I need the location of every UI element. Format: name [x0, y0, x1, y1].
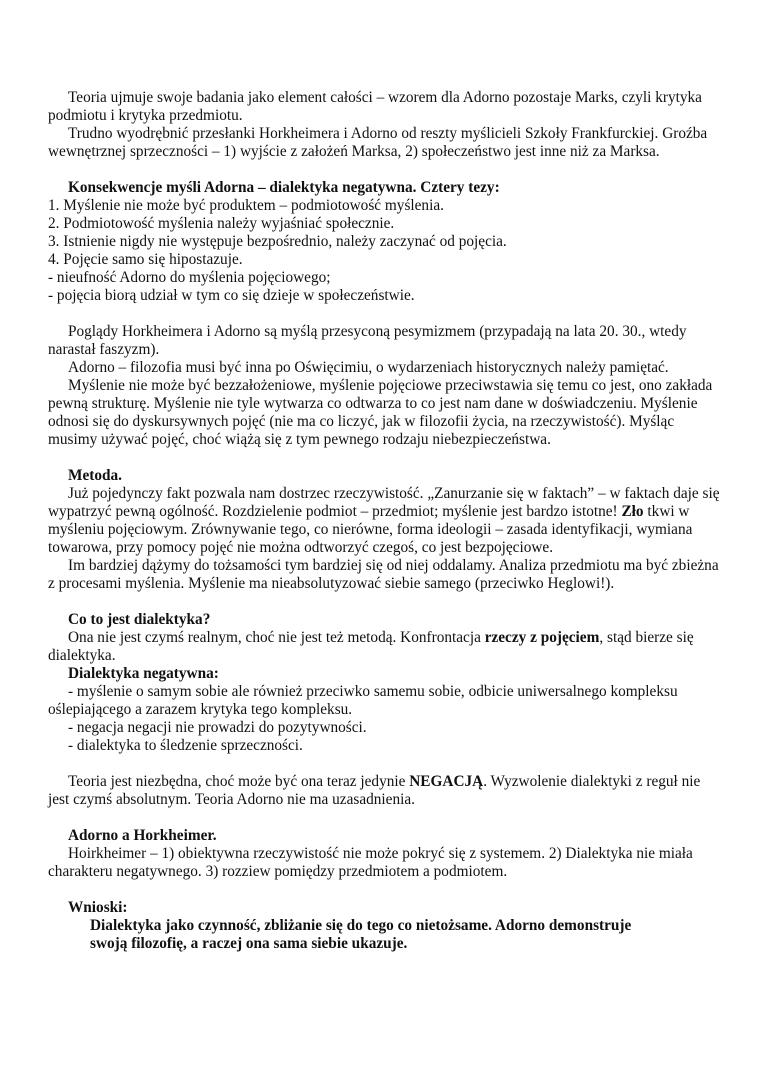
emphasis-negation: NEGACJĄ [409, 773, 484, 790]
thesis-item: 1. Myślenie nie może być produktem – podmiotowość myślenia. [48, 197, 444, 214]
spacer [48, 809, 720, 827]
paragraph-pessimism: Poglądy Horkheimera i Adorno są myślą przesyconą pesymizmem (przypadają na lata 20. 30., wtedy narastał faszyzm). [48, 323, 687, 358]
paragraph-horkheimer: Hoirkheimer – 1) obiektywna rzeczywistość nie może pokryć się z systemem. 2) Dialektyka nie miała charakteru negatywnego. 3) rozziew pomiędzy przedmiotem a podmiotem. [48, 845, 693, 880]
text-run: Ona nie jest czymś realnym, choć nie jest też metodą. Konfrontacja [68, 629, 485, 646]
heading-adorno-horkheimer: Adorno a Horkheimer. [68, 827, 217, 844]
paragraph-auschwitz: Adorno – filozofia musi być inna po Oświęcimiu, o wydarzeniach historycznych należy pamiętać. [68, 359, 669, 376]
negative-item: - negacja negacji nie prowadzi do pozytywności. [68, 719, 367, 736]
heading-method: Metoda. [68, 467, 122, 484]
text-run: tkwi w myśleniu pojęciowym. Zrównywanie tego, co nierówne, forma ideologii – zasada identyfikacji, wymiana towarowa, przy pomocy pojęć nie można odtworzyć czegoś, co jest bezpojęciowe. [48, 503, 693, 556]
heading-consequences: Konsekwencje myśli Adorna – dialektyka negatywna. Cztery tezy: [68, 179, 500, 196]
paragraph-identity: Im bardziej dążymy do tożsamości tym bardziej się od niej oddalamy. Analiza przedmiotu ma być zbieżna z procesami myślenia. Myślenie ma nieabsolutyzować siebie samego (przeciwko Heglowi!). [48, 557, 719, 592]
thesis-item: 3. Istnienie nigdy nie występuje bezpośrednio, należy zaczynać od pojęcia. [48, 233, 507, 250]
emphasis-evil: Zło [621, 503, 644, 520]
heading-negative-dialectics: Dialektyka negatywna: [68, 665, 219, 682]
text-run: , stąd bierze się dialektyka. [48, 629, 694, 664]
thesis-item: 2. Podmiotowość myślenia należy wyjaśniać społecznie. [48, 215, 395, 232]
negative-item: - myślenie o samym sobie ale również przeciwko samemu sobie, odbicie uniwersalnego kompleksu oślepiającego a zarazem krytyka tego kompleksu. [48, 683, 678, 718]
thesis-item: 4. Pojęcie samo się hipostazuje. [48, 251, 243, 268]
thesis-item: - nieufność Adorno do myślenia pojęciowego; [48, 269, 331, 286]
paragraph-method [48, 485, 720, 557]
emphasis-things-concept: rzeczy z pojęciem [484, 629, 600, 646]
spacer [48, 305, 720, 323]
paragraph-thinking: Myślenie nie może być bezzałożeniowe, myślenie pojęciowe przeciwstawia się temu co jest, ono zakłada pewną strukturę. Myślenie nie tyle wytwarza co odtwarza to co jest nam dane w doświadczeniu. Myślenie odnosi się do dyskursywnych pojęć (nie ma co liczyć, jak w filozofii życia, na rzeczywistość). Myśląc musimy używać pojęć, choć wiążą się z tym pewnego rodzaju niebezpieczeństwa. [48, 377, 713, 448]
text-run: . Wyzwolenie dialektyki z reguł nie jest czymś absolutnym. Teoria Adorno nie ma uzasadnienia. [48, 773, 701, 808]
text-run: Teoria jest niezbędna, choć może być ona teraz jedynie [68, 773, 410, 790]
paragraph-critique: Teoria ujmuje swoje badania jako element całości – wzorem dla Adorno pozostaje Marks, czyli krytyka podmiotu i krytyka przedmiotu. [48, 89, 702, 124]
negative-item: - dialektyka to śledzenie sprzeczności. [68, 737, 303, 754]
conclusion-text: Dialektyka jako czynność, zbliżanie się do tego co nietożsame. Adorno demonstruje swoją filozofię, a raczej ona sama siebie ukazuje. [90, 917, 632, 952]
heading-what-is-dialectics: Co to jest dialektyka? [68, 611, 211, 628]
spacer [48, 593, 720, 611]
spacer [48, 881, 720, 899]
document-page [48, 89, 720, 953]
spacer [48, 449, 720, 467]
spacer [48, 161, 720, 179]
heading-conclusions: Wnioski: [68, 899, 128, 916]
text-run: Już pojedynczy fakt pozwala nam dostrzec rzeczywistość. „Zanurzanie się w faktach” – w faktach daje się wypatrzyć pewną ogólność. Rozdzielenie podmiot – przedmiot; myślenie jest bardzo istotne! [48, 485, 720, 520]
thesis-item: - pojęcia biorą udział w tym co się dzieje w społeczeństwie. [48, 287, 415, 304]
spacer [48, 755, 720, 773]
paragraph-premises: Trudno wyodrębnić przesłanki Horkheimera i Adorno od reszty myślicieli Szkoły Frankfurckiej. Groźba wewnętrznej sprzeczności – 1) wyjście z założeń Marksa, 2) społeczeństwo jest inne niż za Marksa. [48, 125, 708, 160]
paragraph-theory [48, 773, 720, 809]
paragraph-dialectics [48, 629, 720, 665]
